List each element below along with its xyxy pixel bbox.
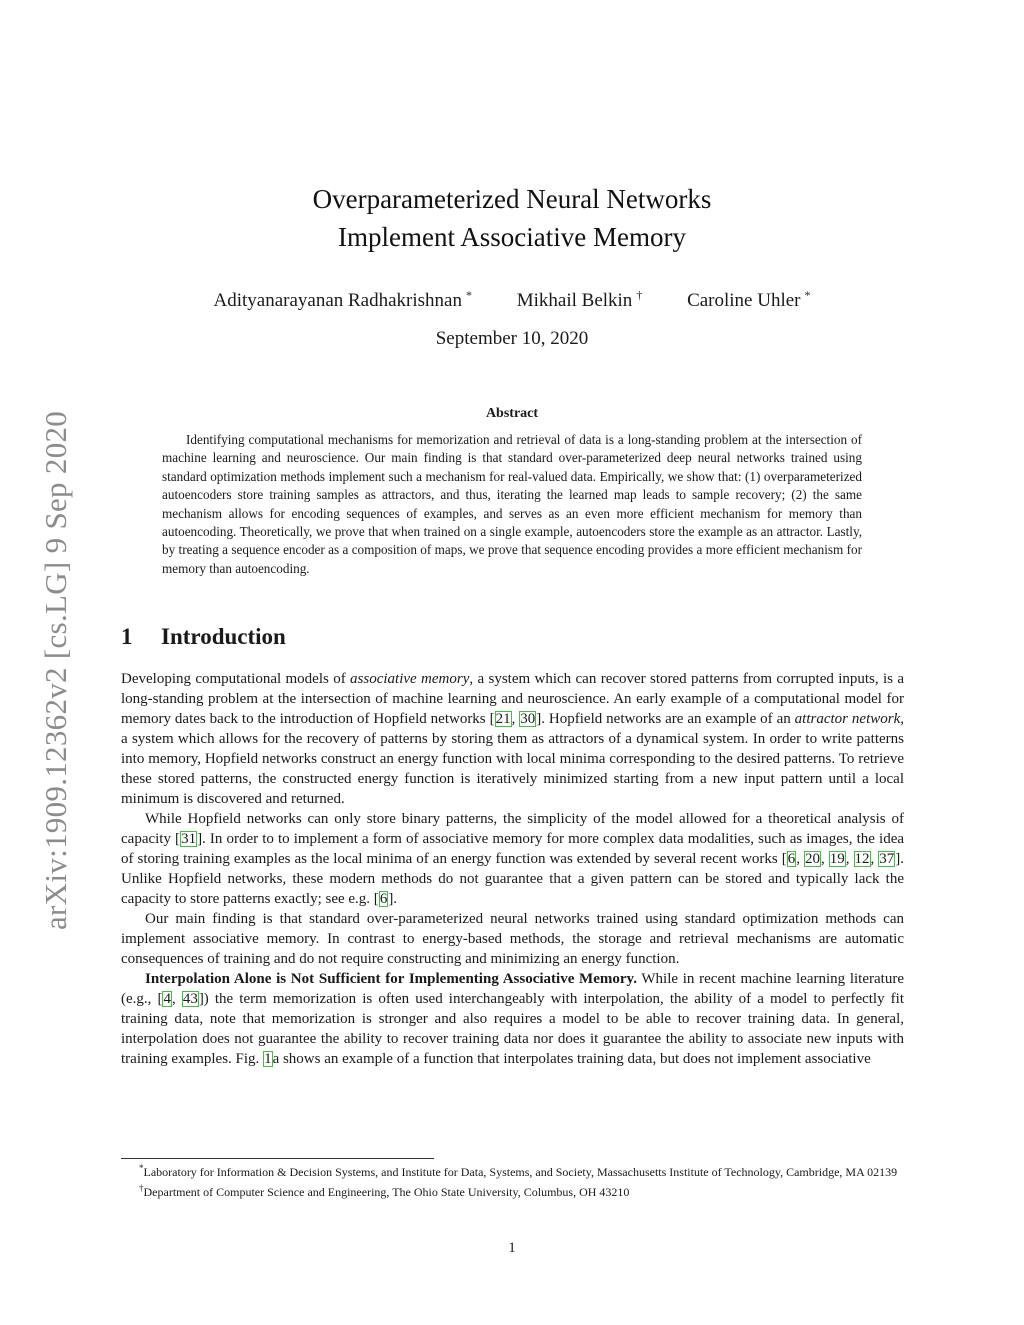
citation-link[interactable]: 20 xyxy=(805,851,820,867)
footnote: †Department of Computer Science and Engineering, The Ohio State University, Columbus, OH 43210 xyxy=(139,1183,630,1199)
run-in-heading: Interpolation Alone is Not Sufficient for Implementing Associative Memory. xyxy=(145,971,637,987)
citation-link[interactable]: 6 xyxy=(379,891,388,907)
emphasis: associative memory xyxy=(350,671,470,687)
author-1: Adityanarayanan Radhakrishnan * xyxy=(213,288,472,312)
title-line-1: Overparameterized Neural Networks xyxy=(312,184,712,214)
citation-link[interactable]: 30 xyxy=(520,711,536,727)
citation-link[interactable]: 37 xyxy=(879,851,895,867)
affiliation-mark: † xyxy=(636,288,643,302)
citation-link[interactable]: 43 xyxy=(182,991,198,1007)
introduction-body xyxy=(121,669,904,1069)
affiliation-mark: * xyxy=(804,288,811,302)
paragraph: Our main finding is that standard over-parameterized neural networks trained using standard optimization methods can implement associative memory. In contrast to energy-based methods, the storage and retrieval mechanisms are automatic consequences of training and do not require constructing and minimizing an energy function. xyxy=(121,911,904,967)
paragraph: Interpolation Alone is Not Sufficient for Implementing Associative Memory. While in recent machine learning literature (e.g., [4, 43]) the term memorization is often used interchangeably with interpolation, the ability of a model to perfectly fit training data, note that memorization is stronger and also requires a model to be able to recover training data. In general, interpolation does not guarantee the ability to recover training data nor does it guarantee the ability to associate new inputs with training examples. Fig. 1a shows an example of a function that interpolates training data, but does not implement associative xyxy=(121,971,905,1067)
author-2: Mikhail Belkin † xyxy=(516,288,643,312)
affiliation-mark: * xyxy=(465,288,472,302)
section-heading xyxy=(121,624,286,650)
arxiv-identifier-stamp: arXiv:1909.12362v2 [cs.LG] 9 Sep 2020 xyxy=(38,410,73,930)
author-list xyxy=(0,288,1024,312)
abstract-text: Identifying computational mechanisms for memorization and retrieval of data is a long-standing problem at the intersection of machine learning and neuroscience. Our main finding is that standard over-parameterized deep neural networks trained using standard optimization methods implement such a mechanism for real-valued data. Empirically, we show that: (1) overparameterized autoencoders store training samples as attractors, and thus, iterating the learned map leads to sample recovery; (2) the same mechanism allows for encoding sequences of examples, and serves as an even more efficient mechanism for memory than autoencoding. Theoretically, we prove that when trained on a single example, autoencoders store the example as an attractor. Lastly, by treating a sequence encoder as a composition of maps, we prove that sequence encoding provides a more efficient mechanism for memory than autoencoding. xyxy=(162,432,862,576)
emphasis: attractor network xyxy=(794,711,901,727)
citation-link[interactable]: 21 xyxy=(495,711,511,727)
citation-link[interactable]: 19 xyxy=(829,851,845,867)
citation-link[interactable]: 12 xyxy=(854,851,870,867)
publication-date: September 10, 2020 xyxy=(435,328,589,349)
abstract-heading: Abstract xyxy=(485,406,539,421)
figure-link[interactable]: 1 xyxy=(264,1051,272,1067)
paragraph: While Hopfield networks can only store binary patterns, the simplicity of the model allowed for a theoretical analysis of capacity [31]. In order to to implement a form of associative memory for more complex data modalities, such as images, the idea of storing training examples as the local minima of an energy function was extended by several recent works [6, 20, 19, 12, 37]. Unlike Hopfield networks, these modern methods do not guarantee that a given pattern can be stored and typically lack the capacity to store patterns exactly; see e.g. [6]. xyxy=(121,811,905,907)
footnote-divider xyxy=(121,1158,434,1159)
footnote: *Laboratory for Information & Decision Systems, and Institute for Data, Systems, and Society, Massachusetts Institute of Technology, Cambridge, MA 02139 xyxy=(139,1163,898,1179)
section-title: Introduction xyxy=(161,624,286,649)
paper-title xyxy=(0,180,1024,256)
author-3: Caroline Uhler * xyxy=(687,288,811,312)
page-number: 1 xyxy=(508,1240,516,1256)
footnotes xyxy=(121,1160,904,1200)
section-number: 1 xyxy=(121,624,133,649)
citation-link[interactable]: 4 xyxy=(163,991,171,1007)
citation-link[interactable]: 6 xyxy=(787,851,796,867)
paragraph: Developing computational models of associative memory, a system which can recover stored patterns from corrupted inputs, is a long-standing problem at the intersection of machine learning and neuroscience. An early example of a computational model for memory dates back to the introduction of Hopfield networks [21, 30]. Hopfield networks are an example of an attractor network, a system which allows for the recovery of patterns by storing them as attractors of a dynamical system. In order to write patterns into memory, Hopfield networks construct an energy function with local minima corresponding to the desired patterns. To retrieve these stored patterns, the constructed energy function is iteratively minimized starting from a new input pattern until a local minimum is discovered and returned. xyxy=(121,671,905,807)
title-line-2: Implement Associative Memory xyxy=(338,222,686,252)
citation-link[interactable]: 31 xyxy=(181,831,197,847)
